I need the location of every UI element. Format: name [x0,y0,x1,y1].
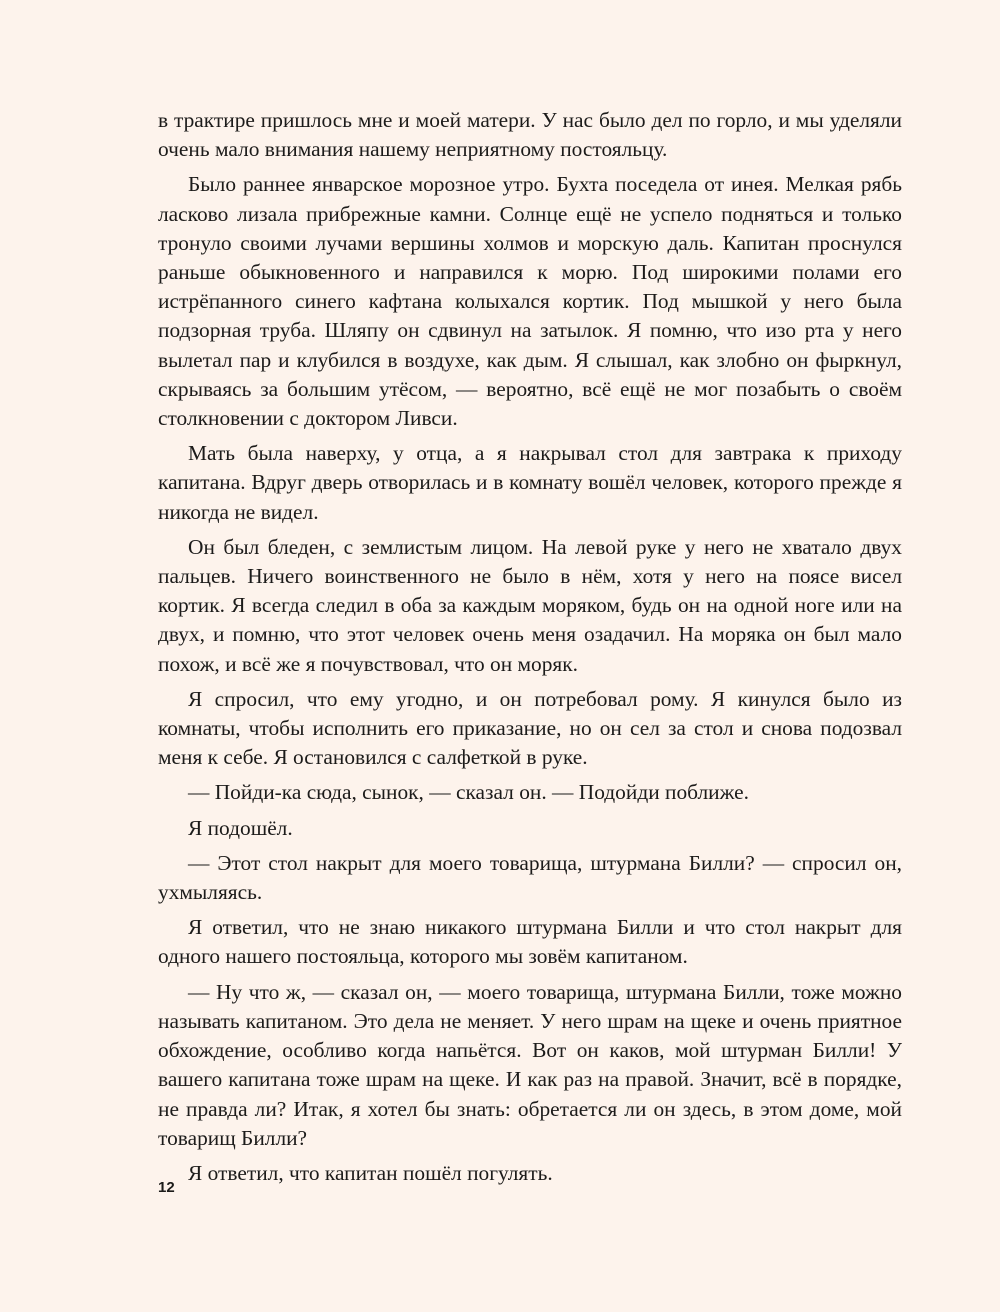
body-text [158,106,902,1194]
paragraph-1: в трактире пришлось мне и моей матери. У нас было дел по горло, и мы уделяли очень мало внимания нашему неприятному постояльцу. [158,108,902,162]
paragraph-5: Я спросил, что ему угодно, и он потребовал рому. Я кинулся было из комнаты, чтобы исполнить его приказание, но он сел за стол и снова подозвал меня к себе. Я остановился с салфеткой в руке. [158,686,902,770]
paragraph-10: — Ну что ж, — сказал он, — моего товарища, штурмана Билли, тоже можно называть капитаном. Это дела не меняет. У него шрам на щеке и очень приятное обхождение, особливо когда напьётся. Вот он каков, мой штурман Билли! У вашего капитана тоже шрам на щеке. И как раз на правой. Значит, всё в порядке, не правда ли? Итак, я хотел бы знать: обретается ли он здесь, в этом доме, мой товарищ Билли? [158,979,902,1150]
paragraph-9: Я ответил, что не знаю никакого штурмана Билли и что стол накрыт для одного нашего постояльца, которого мы зовём капитаном. [158,915,902,969]
paragraph-3: Мать была наверху, у отца, а я накрывал стол для завтрака к приходу капитана. Вдруг дверь отворилась и в комнату вошёл человек, которого прежде я никогда не видел. [158,441,902,524]
paragraph-6: — Пойди-ка сюда, сынок, — сказал он. — Подойди поближе. [188,780,749,805]
page-number: 12 [158,1179,175,1196]
paragraph-8: — Этот стол накрыт для моего товарища, штурмана Билли? — спросил он, ухмыляясь. [158,850,902,905]
paragraph-11: Я ответил, что капитан пошёл погулять. [188,1160,553,1185]
paragraph-2: Было раннее январское морозное утро. Бухта поседела от инея. Мелкая рябь ласково лизала прибрежные камни. Солнце ещё не успело подняться и только тронуло своими лучами вершины холмов и морскую даль. Капитан проснулся раньше обыкновенного и направился к морю. Под широкими полами его истрёпанного синего кафтана колыхался кортик. Под мышкой у него была подзорная труба. Шляпу он сдвинул на затылок. Я помню, что изо рта у него вылетал пар и клубился в воздухе, как дым. Я слышал, как злобно он фыркнул, скрываясь за большим утёсом, — вероятно, всё ещё не мог позабыть о своём столкновении с доктором Ливси. [158,172,902,431]
paragraph-4: Он был бледен, с землистым лицом. На левой руке у него не хватало двух пальцев. Ничего воинственного не было в нём, хотя у него на поясе висел кортик. Я всегда следил в оба за каждым моряком, будь он на одной ноге или на двух, и помню, что этот человек очень меня озадачил. На моряка он был мало похож, и всё же я почувствовал, что он моряк. [158,534,902,676]
paragraph-7: Я подошёл. [188,815,293,840]
